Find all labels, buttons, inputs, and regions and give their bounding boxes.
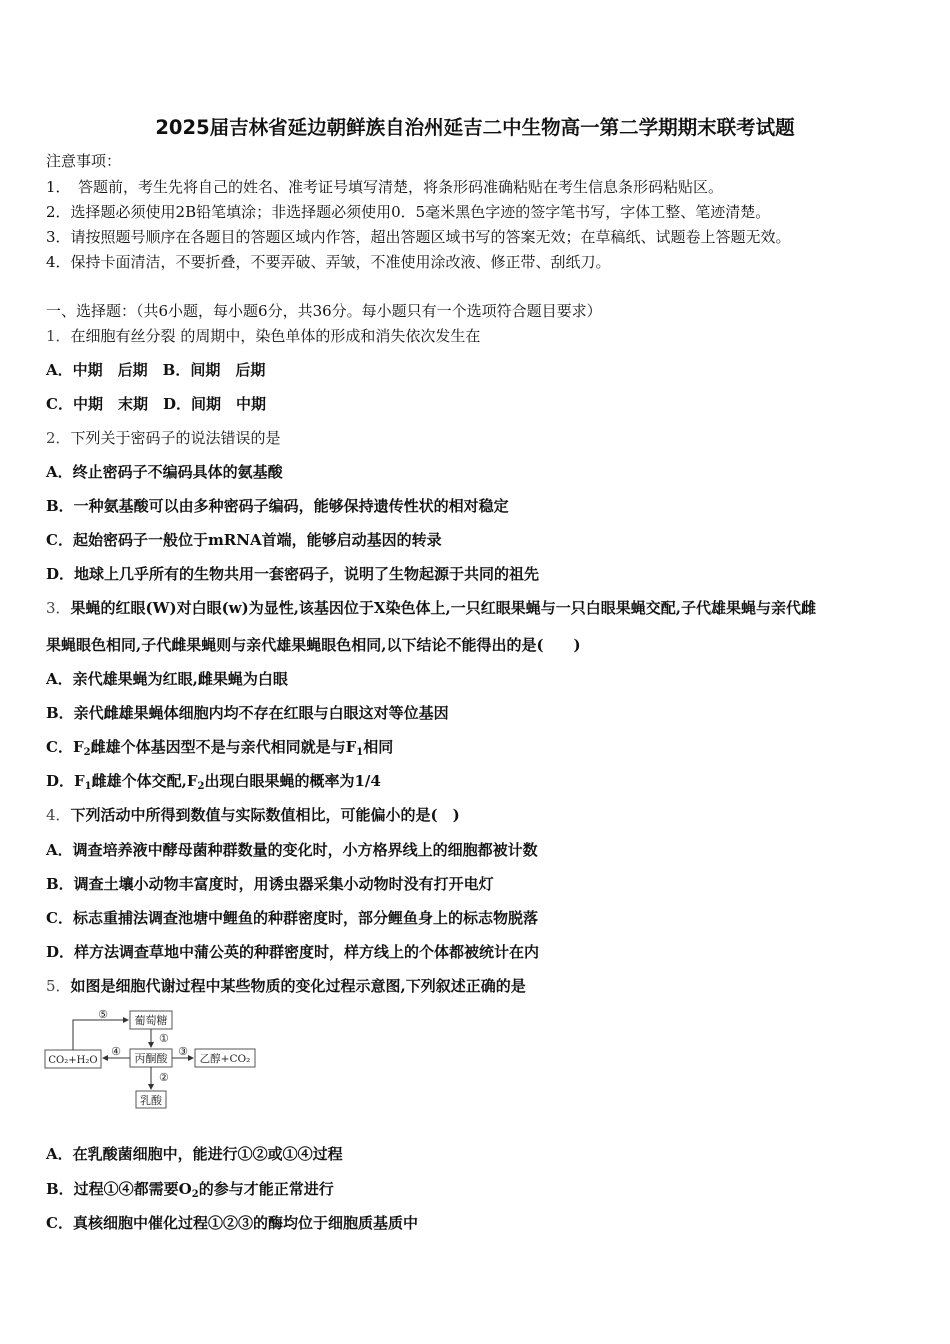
q3-option-d: [46, 772, 381, 790]
step-4-label: ④: [111, 1045, 121, 1058]
lactic-acid-label: 乳酸: [140, 1094, 162, 1107]
page-title: 2025届吉林省延边朝鲜族自治州延吉二中生物高一第二学期期末联考试题: [155, 116, 795, 139]
notice-item-1: 1． 答题前，考生先将自己的姓名、准考证号填写清楚，将条形码准确粘贴在考生信息条形码粘贴区。: [46, 178, 724, 196]
question-3: [46, 599, 816, 617]
notice-item-2: 2．选择题必须使用2B铅笔填涂；非选择题必须使用0．5毫米黑色字迹的签字笔书写，字体工整、笔迹清楚。: [46, 203, 771, 221]
text: 相同: [363, 738, 394, 756]
question-4: [46, 806, 460, 824]
step-5-label: ⑤: [98, 1008, 108, 1021]
question-stem: 下列活动中所得到数值与实际数值相比，可能偏小的是( ): [70, 806, 460, 824]
text: D．F: [46, 772, 85, 790]
q4-option-c: C．标志重捕法调查池塘中鲤鱼的种群密度时，部分鲤鱼身上的标志物脱落: [46, 909, 538, 927]
pyruvate-label: 丙酮酸: [134, 1052, 168, 1065]
question-stem: 果蝇的红眼(W)对白眼(w)为显性,该基因位于X染色体上,一只红眼果蝇与一只白眼果蝇交配,子代雄果蝇与亲代雌: [70, 599, 817, 617]
question-number: 4．: [46, 806, 71, 824]
text: 出现白眼果蝇的概率为1/4: [204, 772, 381, 790]
question-number: 5．: [46, 977, 71, 995]
subscript: 2: [191, 1189, 199, 1200]
section-heading: 一、选择题：（共6小题，每小题6分，共36分。每小题只有一个选项符合题目要求）: [46, 302, 602, 320]
glucose-label: 葡萄糖: [134, 1014, 168, 1027]
subscript: 2: [197, 781, 205, 792]
subscript: 1: [84, 781, 92, 792]
question-number: 3．: [46, 599, 71, 617]
q4-option-b: B．调查土壤小动物丰富度时，用诱虫器采集小动物时没有打开电灯: [46, 875, 494, 893]
co2-h2o-label: CO₂+H₂O: [48, 1055, 98, 1066]
question-number: 2．: [46, 429, 71, 447]
text: 雌雄个体交配,F: [91, 772, 198, 790]
question-1: [46, 327, 480, 345]
question-stem: 如图是细胞代谢过程中某些物质的变化过程示意图,下列叙述正确的是: [70, 977, 526, 995]
ethanol-co2-label: 乙醇+CO₂: [199, 1053, 251, 1065]
notice-item-4: 4．保持卡面清洁，不要折叠，不要弄破、弄皱，不准使用涂改液、修正带、刮纸刀。: [46, 253, 611, 271]
notice-item-3: 3．请按照题号顺序在各题目的答题区域内作答，超出答题区域书写的答案无效；在草稿纸、试题卷上答题无效。: [46, 228, 791, 246]
text: B．过程①④都需要O: [46, 1180, 192, 1198]
text: C．F: [46, 738, 84, 756]
q2-option-d: D．地球上几乎所有的生物共用一套密码子，说明了生物起源于共同的祖先: [46, 565, 540, 583]
q2-option-a: A．终止密码子不编码具体的氨基酸: [46, 463, 283, 481]
question-5: [46, 977, 526, 995]
q1-option-ab: A．中期 后期 B．间期 后期: [46, 361, 266, 379]
q3-option-a: A．亲代雄果蝇为红眼,雌果蝇为白眼: [46, 670, 288, 688]
q3-option-c: [46, 738, 393, 756]
q5-option-c: C．真核细胞中催化过程①②③的酶均位于细胞质基质中: [46, 1214, 418, 1232]
question-number: 1．: [46, 327, 71, 345]
question-3-continued: 果蝇眼色相同,子代雌果蝇则与亲代雄果蝇眼色相同,以下结论不能得出的是( ): [46, 636, 581, 654]
step-2-label: ②: [159, 1071, 169, 1084]
q1-option-cd: C．中期 末期 D．间期 中期: [46, 395, 266, 413]
question-stem: 在细胞有丝分裂 的周期中，染色单体的形成和消失依次发生在: [70, 327, 481, 345]
q2-option-c: C．起始密码子一般位于mRNA首端，能够启动基因的转录: [46, 531, 442, 549]
q4-option-a: A．调查培养液中酵母菌种群数量的变化时，小方格界线上的细胞都被计数: [46, 841, 538, 859]
subscript: 1: [356, 747, 364, 758]
q5-option-a: A．在乳酸菌细胞中，能进行①②或①④过程: [46, 1145, 343, 1163]
question-2: [46, 429, 281, 447]
subscript: 2: [83, 747, 91, 758]
q3-option-b: B．亲代雌雄果蝇体细胞内均不存在红眼与白眼这对等位基因: [46, 704, 449, 722]
step-3-label: ③: [178, 1045, 188, 1058]
text: 的参与才能正常进行: [198, 1180, 334, 1198]
step-1-label: ①: [159, 1032, 169, 1045]
q4-option-d: D．样方法调查草地中蒲公英的种群密度时，样方线上的个体都被统计在内: [46, 943, 540, 961]
question-stem: 下列关于密码子的说法错误的是: [70, 429, 281, 447]
q2-option-b: B．一种氨基酸可以由多种密码子编码，能够保持遗传性状的相对稳定: [46, 497, 509, 515]
notice-heading: 注意事项：: [46, 152, 122, 170]
q5-option-b: [46, 1180, 334, 1198]
metabolism-diagram: [40, 1006, 270, 1114]
text: 雌雄个体基因型不是与亲代相同就是与F: [90, 738, 357, 756]
